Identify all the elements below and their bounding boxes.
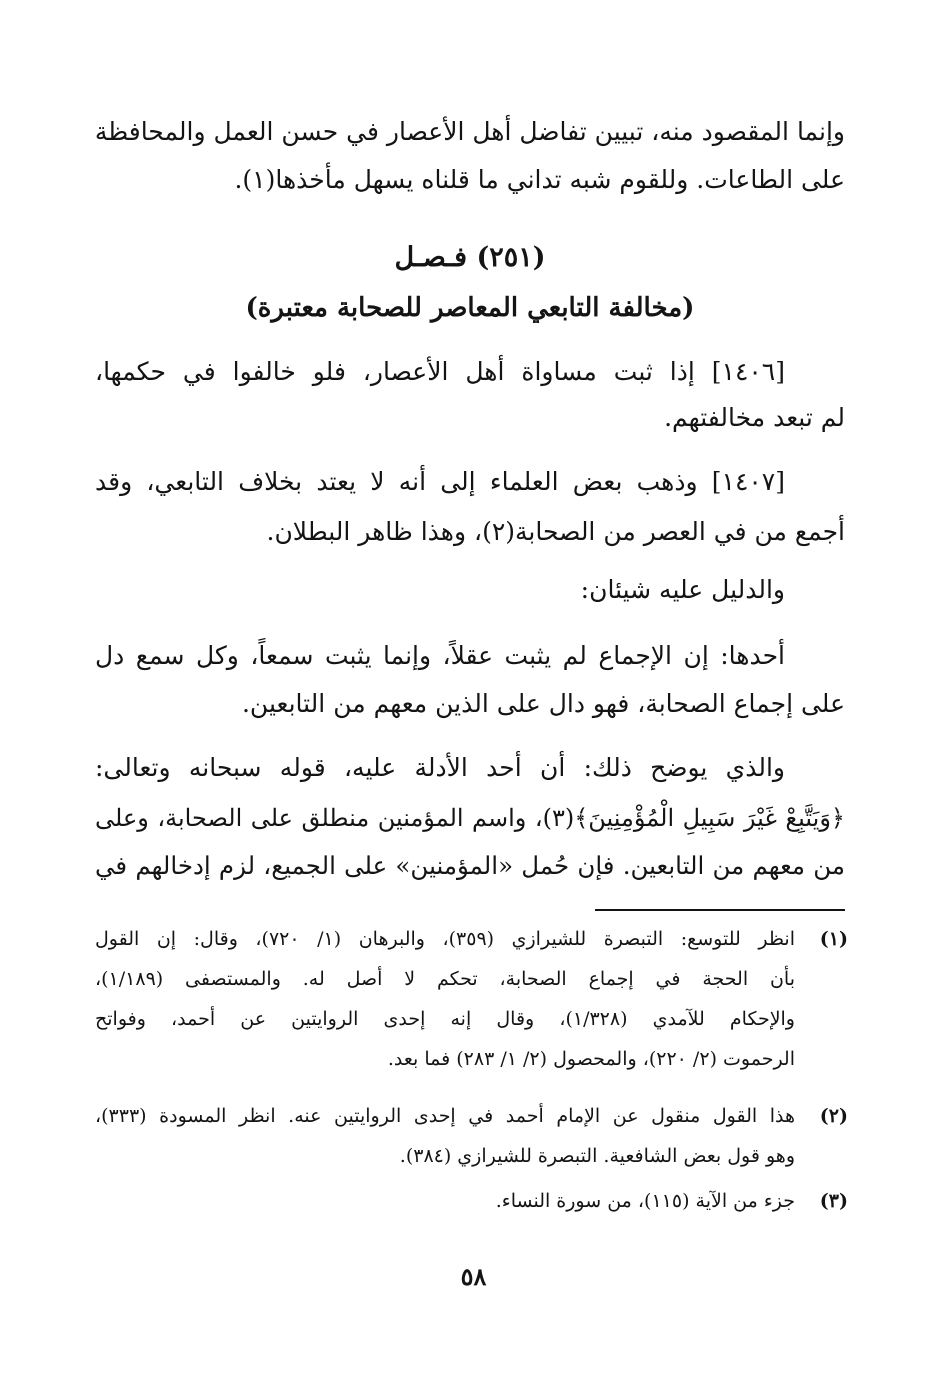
footnote-1-number: (١): [819, 928, 848, 950]
footnote-2-number: (٢): [819, 1105, 848, 1127]
footnote-3-number: (٣): [819, 1190, 848, 1212]
page-number: ٥٨: [460, 1262, 487, 1291]
footnote-1-line-3: والإحكام للآمدي (١/٣٢٨)، وقال إنه إحدى الروايتين عن أحمد، وفواتح: [95, 1008, 795, 1030]
first-point-line-1: أحدها: إن الإجماع لم يثبت عقلاً، وإنما يثبت سمعاً، وكل سمع دل: [95, 641, 785, 670]
footnote-2-line-1: هذا القول منقول عن الإمام أحمد في إحدى الروايتين عنه. انظر المسودة (٣٣٣)،: [95, 1105, 795, 1127]
intro-line-1: وإنما المقصود منه، تبيين تفاضل أهل الأعصار في حسن العمل والمحافظة: [94, 117, 845, 146]
section-heading: (٢٥١) فـصـل: [394, 242, 546, 273]
evidence-intro: والدليل عليه شيئان:: [580, 575, 785, 604]
footnote-1-line-1: انظر للتوسع: التبصرة للشيرازي (٣٥٩)، والبرهان (١/ ٧٢٠)، وقال: إن القول: [95, 928, 795, 950]
explanation-line-2-quran-verse: ﴿وَيَتَّبِعْ غَيْرَ سَبِيلِ الْمُؤْمِنِينَ﴾(٣)، واسم المؤمنين منطلق على الصحابة، وعلى: [95, 804, 845, 832]
section-subheading: (مخالفة التابعي المعاصر للصحابة معتبرة): [245, 293, 695, 323]
intro-line-2: على الطاعات. وللقوم شبه تداني ما قلناه يسهل مأخذها(١).: [234, 165, 845, 194]
para-1406-line-2: لم تبعد مخالفتهم.: [664, 403, 845, 432]
explanation-line-1: والذي يوضح ذلك: أن أحد الأدلة عليه، قوله سبحانه وتعالى:: [95, 753, 785, 782]
para-1407-line-2: أجمع من في العصر من الصحابة(٢)، وهذا ظاهر البطلان.: [266, 517, 845, 546]
para-1407-line-1: [١٤٠٧] وذهب بعض العلماء إلى أنه لا يعتد بخلاف التابعي، وقد: [95, 467, 785, 496]
explanation-line-3: من معهم من التابعين. فإن حُمل «المؤمنين» على الجميع، لزم إدخالهم في: [95, 851, 845, 880]
para-1406-line-1: [١٤٠٦] إذا ثبت مساواة أهل الأعصار، فلو خالفوا في حكمها،: [95, 357, 785, 386]
footnote-3-line-1: جزء من الآية (١١٥)، من سورة النساء.: [495, 1190, 795, 1212]
footnote-1-line-2: بأن الحجة في إجماع الصحابة، تحكم لا أصل له. والمستصفى (١/١٨٩)،: [95, 968, 795, 990]
first-point-line-2: على إجماع الصحابة، فهو دال على الذين معهم من التابعين.: [241, 689, 845, 718]
footnote-2-line-2: وهو قول بعض الشافعية. التبصرة للشيرازي (٣٨٤).: [399, 1145, 795, 1167]
footnote-1-line-4: الرحموت (٢/ ٢٢٠)، والمحصول (٢/ ١/ ٢٨٣) فما بعد.: [387, 1048, 795, 1070]
footnote-separator: [595, 909, 845, 911]
